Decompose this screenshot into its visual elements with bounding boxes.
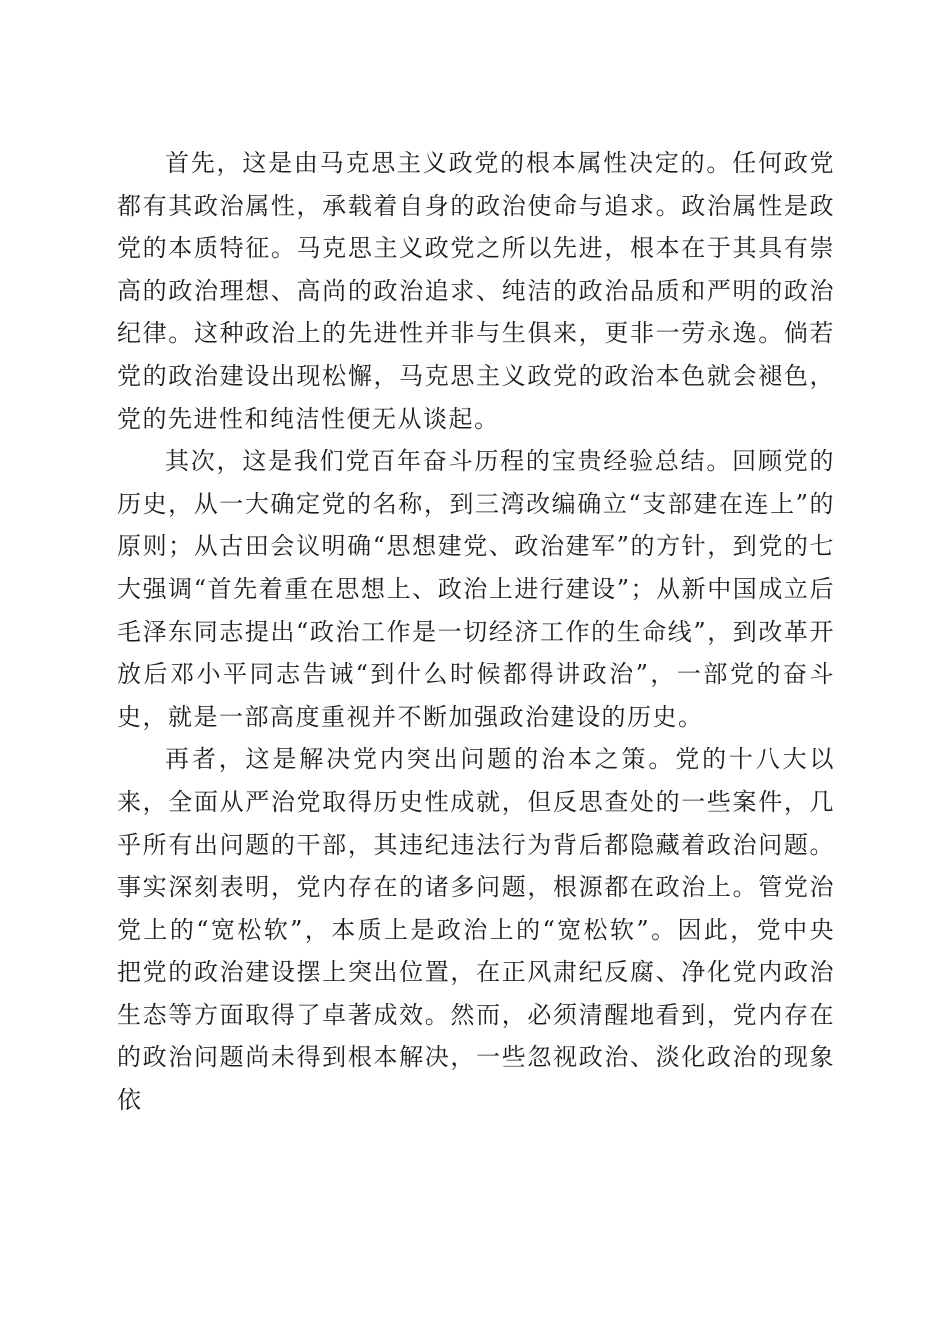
paragraph-1: 首先，这是由马克思主义政党的根本属性决定的。任何政党都有其政治属性，承载着自身的政治使命与追求。政治属性是政党的本质特征。马克思主义政党之所以先进，根本在于其具有崇高的政治理想、高尚的政治追求、纯洁的政治品质和严明的政治纪律。这种政治上的先进性并非与生俱来，更非一劳永逸。倘若党的政治建设出现松懈，马克思主义政党的政治本色就会褪色，党的先进性和纯洁性便无从谈起。 [117, 149, 835, 433]
body-text [117, 142, 835, 1122]
paragraph-3: 再者，这是解决党内突出问题的治本之策。党的十八大以来，全面从严治党取得历史性成就，但反思查处的一些案件，几乎所有出问题的干部，其违纪违法行为背后都隐藏着政治问题。事实深刻表明，党内存在的诸多问题，根源都在政治上。管党治党上的“宽松软”，本质上是政治上的“宽松软”。因此，党中央把党的政治建设摆上突出位置，在正风肃纪反腐、净化党内政治生态等方面取得了卓著成效。然而，必须清醒地看到，党内存在的政治问题尚未得到根本解决，一些忽视政治、淡化政治的现象依 [117, 745, 835, 1115]
paragraph-2: 其次，这是我们党百年奋斗历程的宝贵经验总结。回顾党的历史，从一大确定党的名称，到三湾改编确立“支部建在连上”的原则；从古田会议明确“思想建党、政治建军”的方针，到党的七大强调“首先着重在思想上、政治上进行建设”；从新中国成立后毛泽东同志提出“政治工作是一切经济工作的生命线”，到改革开放后邓小平同志告诫“到什么时候都得讲政治”，一部党的奋斗史，就是一部高度重视并不断加强政治建设的历史。 [117, 447, 835, 731]
